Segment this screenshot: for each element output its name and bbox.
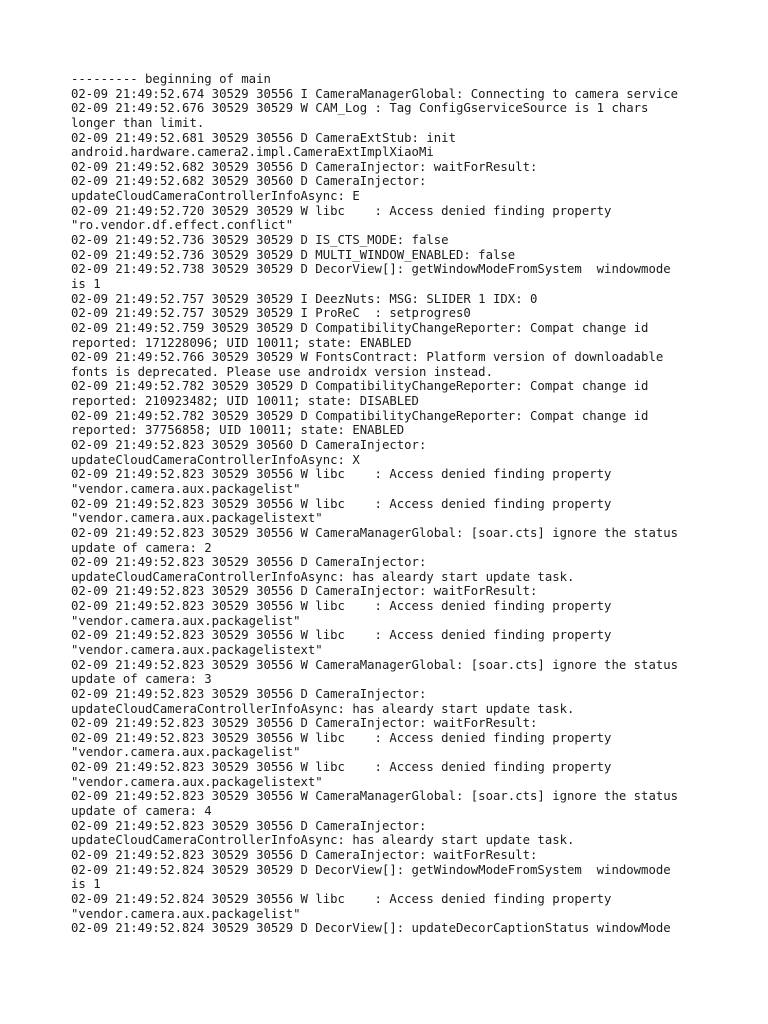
- log-line: 02-09 21:49:52.823 30529 30556 D CameraInjector: waitForResult:: [71, 847, 538, 862]
- log-line: 02-09 21:49:52.682 30529 30556 D CameraInjector: waitForResult:: [71, 159, 538, 174]
- log-line: 02-09 21:49:52.824 30529 30529 D DecorView[]: updateDecorCaptionStatus windowMode: [71, 921, 671, 936]
- log-line: 02-09 21:49:52.736 30529 30529 D MULTI_WINDOW_ENABLED: false: [71, 247, 516, 262]
- log-line: "vendor.camera.aux.packagelistext": [71, 511, 323, 526]
- log-line: updateCloudCameraControllerInfoAsync: has aleardy start update task.: [71, 569, 575, 584]
- log-text-block: [71, 72, 711, 936]
- log-line: 02-09 21:49:52.766 30529 30529 W FontsContract: Platform version of downloadable: [71, 350, 664, 365]
- log-line: 02-09 21:49:52.823 30529 30556 W libc : Access denied finding property: [71, 599, 612, 614]
- log-line: updateCloudCameraControllerInfoAsync: X: [71, 452, 360, 467]
- log-line: is 1: [71, 877, 101, 892]
- log-line: "vendor.camera.aux.packagelist": [71, 613, 301, 628]
- log-line: reported: 210923482; UID 10011; state: DISABLED: [71, 394, 419, 409]
- log-line: 02-09 21:49:52.681 30529 30556 D CameraExtStub: init: [71, 130, 456, 145]
- log-line: "vendor.camera.aux.packagelistext": [71, 774, 323, 789]
- log-line: 02-09 21:49:52.824 30529 30529 D DecorView[]: getWindowModeFromSystem windowmode: [71, 862, 671, 877]
- log-line: 02-09 21:49:52.738 30529 30529 D DecorView[]: getWindowModeFromSystem windowmode: [71, 262, 671, 277]
- log-line: 02-09 21:49:52.736 30529 30529 D IS_CTS_MODE: false: [71, 233, 449, 248]
- log-line: reported: 37756858; UID 10011; state: ENABLED: [71, 423, 405, 438]
- log-line: "vendor.camera.aux.packagelist": [71, 745, 301, 760]
- log-line: longer than limit.: [71, 115, 205, 130]
- log-line: fonts is deprecated. Please use androidx version instead.: [71, 364, 493, 379]
- log-line: 02-09 21:49:52.824 30529 30556 W libc : Access denied finding property: [71, 891, 612, 906]
- log-line: 02-09 21:49:52.823 30529 30556 W libc : Access denied finding property: [71, 467, 612, 482]
- log-line: "vendor.camera.aux.packagelistext": [71, 642, 323, 657]
- log-line: 02-09 21:49:52.720 30529 30529 W libc : Access denied finding property: [71, 203, 612, 218]
- log-line: updateCloudCameraControllerInfoAsync: has aleardy start update task.: [71, 833, 575, 848]
- log-line: 02-09 21:49:52.782 30529 30529 D CompatibilityChangeReporter: Compat change id: [71, 408, 649, 423]
- log-line: 02-09 21:49:52.823 30529 30556 D CameraInjector:: [71, 686, 427, 701]
- log-line: 02-09 21:49:52.823 30529 30556 D CameraInjector: waitForResult:: [71, 716, 538, 731]
- log-line: 02-09 21:49:52.674 30529 30556 I CameraManagerGlobal: Connecting to camera service: [71, 86, 679, 101]
- log-line: reported: 171228096; UID 10011; state: ENABLED: [71, 335, 412, 350]
- log-line: "vendor.camera.aux.packagelist": [71, 481, 301, 496]
- log-line: update of camera: 3: [71, 672, 212, 687]
- log-line: 02-09 21:49:52.823 30529 30556 D CameraInjector:: [71, 555, 427, 570]
- log-line: 02-09 21:49:52.823 30529 30556 D CameraInjector: waitForResult:: [71, 584, 538, 599]
- log-line: 02-09 21:49:52.823 30529 30556 W libc : Access denied finding property: [71, 628, 612, 643]
- log-line: 02-09 21:49:52.823 30529 30556 W libc : Access denied finding property: [71, 496, 612, 511]
- log-line: 02-09 21:49:52.757 30529 30529 I DeezNuts: MSG: SLIDER 1 IDX: 0: [71, 291, 538, 306]
- log-line: "vendor.camera.aux.packagelist": [71, 906, 301, 921]
- log-line: 02-09 21:49:52.682 30529 30560 D CameraInjector:: [71, 174, 427, 189]
- log-line: 02-09 21:49:52.823 30529 30556 W CameraManagerGlobal: [soar.cts] ignore the status: [71, 657, 679, 672]
- log-line: 02-09 21:49:52.676 30529 30529 W CAM_Log : Tag ConfigGserviceSource is 1 chars: [71, 101, 649, 116]
- log-line: 02-09 21:49:52.759 30529 30529 D CompatibilityChangeReporter: Compat change id: [71, 320, 649, 335]
- log-line: updateCloudCameraControllerInfoAsync: has aleardy start update task.: [71, 701, 575, 716]
- log-line: 02-09 21:49:52.823 30529 30556 W CameraManagerGlobal: [soar.cts] ignore the status: [71, 789, 679, 804]
- log-line: 02-09 21:49:52.823 30529 30556 D CameraInjector:: [71, 818, 427, 833]
- log-line: 02-09 21:49:52.823 30529 30556 W CameraManagerGlobal: [soar.cts] ignore the status: [71, 525, 679, 540]
- log-line: updateCloudCameraControllerInfoAsync: E: [71, 189, 360, 204]
- log-line: 02-09 21:49:52.823 30529 30556 W libc : Access denied finding property: [71, 760, 612, 775]
- log-line: 02-09 21:49:52.757 30529 30529 I ProReC : setprogres0: [71, 306, 471, 321]
- log-line: is 1: [71, 276, 101, 291]
- log-line: --------- beginning of main: [71, 72, 271, 86]
- log-line: 02-09 21:49:52.823 30529 30556 W libc : Access denied finding property: [71, 730, 612, 745]
- log-line: "ro.vendor.df.effect.conflict": [71, 218, 294, 233]
- log-line: update of camera: 4: [71, 804, 212, 819]
- log-line: android.hardware.camera2.impl.CameraExtImplXiaoMi: [71, 145, 434, 160]
- log-line: update of camera: 2: [71, 540, 212, 555]
- log-line: 02-09 21:49:52.782 30529 30529 D CompatibilityChangeReporter: Compat change id: [71, 379, 649, 394]
- log-line: 02-09 21:49:52.823 30529 30560 D CameraInjector:: [71, 438, 427, 453]
